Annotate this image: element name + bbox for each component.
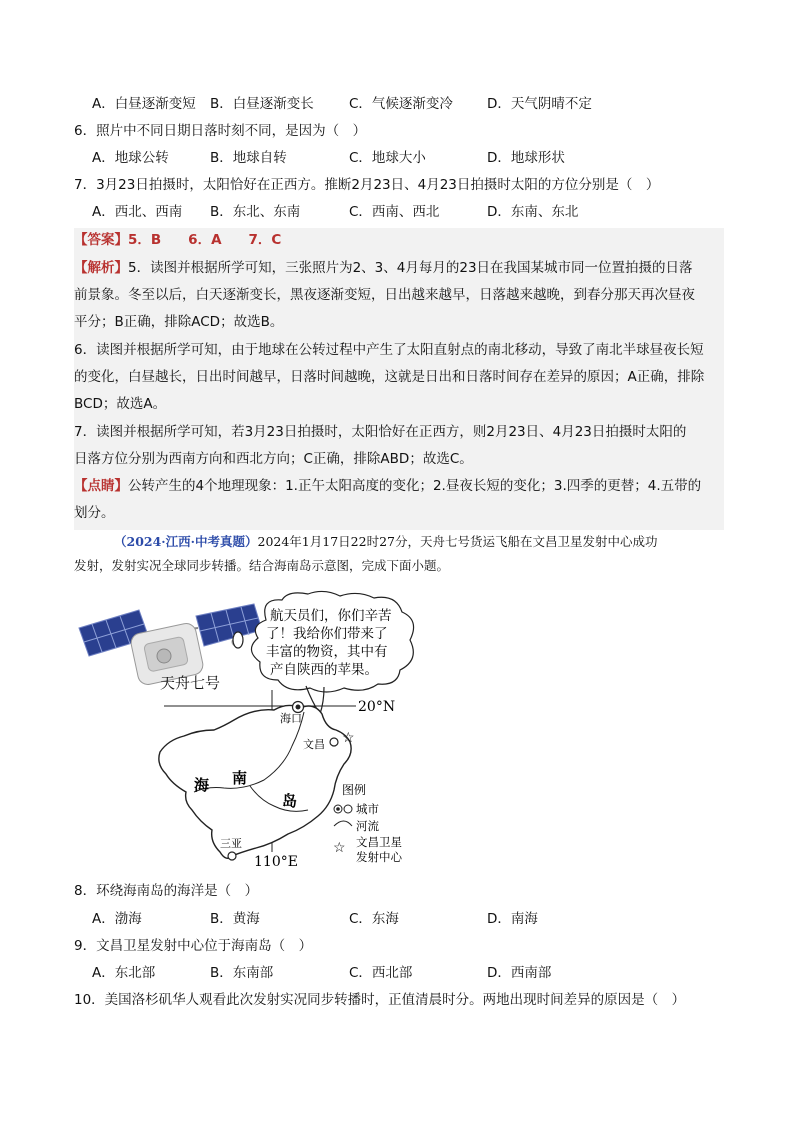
intro-line-1: [114, 532, 657, 552]
q7-option-b: B．东北、东南: [210, 204, 301, 220]
q7-option-a: A．西北、西南: [92, 204, 183, 220]
analysis-line-4: 6．读图并根据所学可知，由于地球在公转过程中产生了太阳直射点的南北移动，导致了南北半球昼夜长短: [74, 342, 704, 358]
q6-option-a: A．地球公转: [92, 150, 169, 166]
speech-line-1: 航天员们，你们辛苦: [270, 608, 392, 624]
city-sanya: 三亚: [220, 837, 242, 850]
q8-option-d: D．南海: [487, 911, 538, 927]
island-char-3: 岛: [282, 792, 298, 810]
tip-text-1: 公转产生的4个地理现象：1.正午太阳高度的变化；2.昼夜长短的变化；3.四季的更替；4.五带的: [128, 478, 702, 494]
longitude-label: 110°E: [254, 854, 298, 870]
speech-line-4: 产自陕西的苹果。: [270, 662, 378, 678]
island-char-2: 南: [232, 769, 248, 787]
q8-stem: 8．环绕海南岛的海洋是（ ）: [74, 883, 259, 899]
city-wenchang-icon: [330, 738, 338, 746]
intro-line-2: 发射，发射实况全球同步转播。结合海南岛示意图，完成下面小题。: [74, 558, 450, 573]
analysis-line-8: 日落方位分别为西南方向和西北方向；C正确，排除ABD；故选C。: [74, 451, 473, 467]
analysis-tag: 【解析】: [74, 260, 128, 276]
hainan-island-outline: [159, 705, 351, 858]
hainan-map-figure: [74, 590, 434, 880]
intro-source: （2024·江西·中考真题）: [114, 534, 258, 549]
legend-site-2: 发射中心: [356, 850, 402, 864]
answer-line: [74, 230, 281, 250]
legend-city: 城市: [356, 802, 379, 816]
q6-stem: 6．照片中不同日期日落时刻不同，是因为（ ）: [74, 123, 367, 139]
q8-option-a: A．渤海: [92, 911, 142, 927]
q5-option-a: A．白昼逐渐变短: [92, 96, 196, 112]
intro-text-1: 2024年1月17日22时27分，天舟七号货运飞船在文昌卫星发射中心成功: [257, 534, 658, 549]
q7-option-d: D．东南、东北: [487, 204, 579, 220]
launch-site-star-icon: ☆: [342, 730, 355, 746]
q9-option-b: B．东南部: [210, 965, 274, 981]
q9-stem: 9．文昌卫星发射中心位于海南岛（ ）: [74, 938, 313, 954]
legend-star-icon: ☆: [333, 840, 346, 856]
analysis-line-6: BCD；故选A。: [74, 396, 167, 412]
q9-option-a: A．东北部: [92, 965, 156, 981]
analysis-line-1: [74, 258, 693, 278]
city-haikou: 海口: [280, 712, 302, 725]
q8-option-b: B．黄海: [210, 911, 260, 927]
q9-option-c: C．西北部: [349, 965, 413, 981]
q5-option-d: D．天气阴晴不定: [487, 96, 592, 112]
city-sanya-icon: [228, 852, 236, 860]
legend-river: 河流: [356, 819, 379, 833]
speech-line-2: 了！我给你们带来了: [266, 626, 388, 642]
legend-site-1: 文昌卫星: [356, 835, 402, 849]
legend-title: 图例: [342, 783, 367, 797]
latitude-label: 20°N: [358, 699, 396, 715]
analysis-text-1: 5．读图并根据所学可知，三张照片为2、3、4月每月的23日在我国某城市同一位置拍摄的日落: [128, 260, 693, 276]
legend-river-icon: [334, 821, 352, 826]
island-char-1: 海: [194, 776, 210, 794]
q6-option-b: B．地球自转: [210, 150, 287, 166]
q7-option-c: C．西南、西北: [349, 204, 440, 220]
q5-option-c: C．气候逐渐变冷: [349, 96, 453, 112]
q9-option-d: D．西南部: [487, 965, 552, 981]
analysis-line-3: 平分；B正确，排除ACD；故选B。: [74, 314, 284, 330]
tip-tag: 【点睛】: [74, 478, 128, 494]
analysis-line-7: 7．读图并根据所学可知，若3月23日拍摄时，太阳恰好在正西方，则2月23日、4月23日拍摄时太阳的: [74, 424, 687, 440]
q10-stem: 10．美国洛杉矶华人观看此次发射实况同步转播时，正值清晨时分。两地出现时间差异的原因是（ ）: [74, 992, 686, 1008]
speech-line-3: 丰富的物资，其中有: [266, 644, 388, 660]
analysis-line-5: 的变化，白昼越长，日出时间越早，日落时间越晚，这就是日出和日落时间存在差异的原因；A正确，排除: [74, 369, 705, 385]
q6-option-c: C．地球大小: [349, 150, 426, 166]
city-wenchang: 文昌: [303, 738, 325, 751]
tip-line-2: 划分。: [74, 505, 115, 521]
spacecraft-label: 天舟七号: [160, 674, 221, 692]
analysis-line-2: 前景象。冬至以后，白天逐渐变长，黑夜逐渐变短，日出越来越早，日落越来越晚，到春分那天再次昼夜: [74, 287, 695, 303]
tip-line-1: [74, 476, 701, 496]
q5-option-b: B．白昼逐渐变长: [210, 96, 314, 112]
q6-option-d: D．地球形状: [487, 150, 565, 166]
answer-tag: 【答案】: [74, 232, 128, 248]
q7-stem: 7．3月23日拍摄时，太阳恰好在正西方。推断2月23日、4月23日拍摄时太阳的方位分别是（ ）: [74, 177, 660, 193]
answer-text: 5．B 6．A 7．C: [128, 232, 282, 248]
q8-option-c: C．东海: [349, 911, 399, 927]
